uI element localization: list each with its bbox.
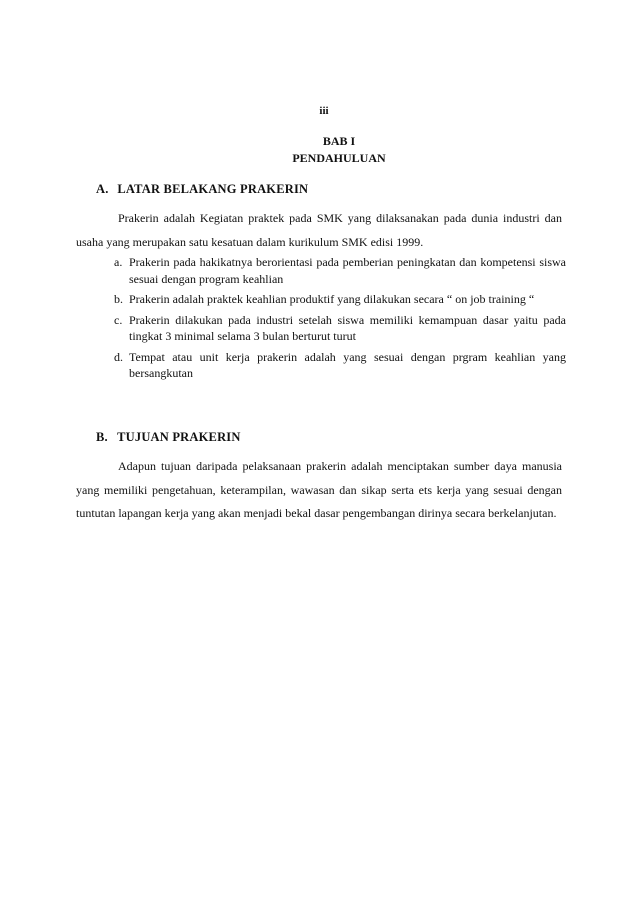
- list-item-marker: b.: [114, 292, 123, 306]
- chapter-heading: [0, 133, 638, 167]
- page-number: iii: [319, 105, 329, 117]
- section-a-marker: A.: [96, 182, 109, 196]
- list-item: [114, 291, 566, 308]
- section-b-heading: [96, 430, 241, 445]
- list-item-text: Prakerin dilakukan pada industri setelah siswa memiliki kemampuan dasar yaitu pada tingkat 3 minimal selama 3 bulan berturut turut: [129, 312, 566, 343]
- list-item-marker: c.: [114, 312, 123, 327]
- section-a-heading: [96, 182, 308, 197]
- section-b-title: TUJUAN PRAKERIN: [117, 430, 241, 444]
- list-item-marker: a.: [114, 255, 123, 269]
- list-item-marker: d.: [114, 349, 123, 364]
- list-item-text: Prakerin adalah praktek keahlian produktif yang dilakukan secara “ on job training “: [129, 292, 535, 306]
- section-b-marker: B.: [96, 430, 108, 444]
- list-item-text: Tempat atau unit kerja prakerin adalah yang sesuai dengan prgram keahlian yang bersangkutan: [129, 349, 566, 380]
- list-item-text: Prakerin pada hakikatnya berorientasi pada pemberian peningkatan dan kompetensi siswa sesuai dengan program keahlian: [129, 255, 566, 286]
- section-a-title: LATAR BELAKANG PRAKERIN: [117, 182, 309, 196]
- list-item: [114, 254, 566, 287]
- chapter-title: PENDAHULUAN: [292, 151, 386, 165]
- list-item: [114, 312, 566, 345]
- section-a-paragraph: Prakerin adalah Kegiatan praktek pada SMK yang dilaksanakan pada dunia industri dan usaha yang merupakan satu kesatuan dalam kurikulum SMK edisi 1999.: [76, 211, 562, 249]
- chapter-label: BAB I: [322, 134, 356, 148]
- list-item: [114, 349, 566, 382]
- section-a-list: [114, 254, 566, 386]
- section-b-paragraph: Adapun tujuan daripada pelaksanaan prakerin adalah menciptakan sumber daya manusia yang memiliki pengetahuan, keterampilan, wawasan dan sikap serta ets kerja yang sesuai dengan tuntutan lapangan kerja yang akan menjadi bekal dasar pengembangan dirinya secara berkelanjutan.: [76, 459, 562, 520]
